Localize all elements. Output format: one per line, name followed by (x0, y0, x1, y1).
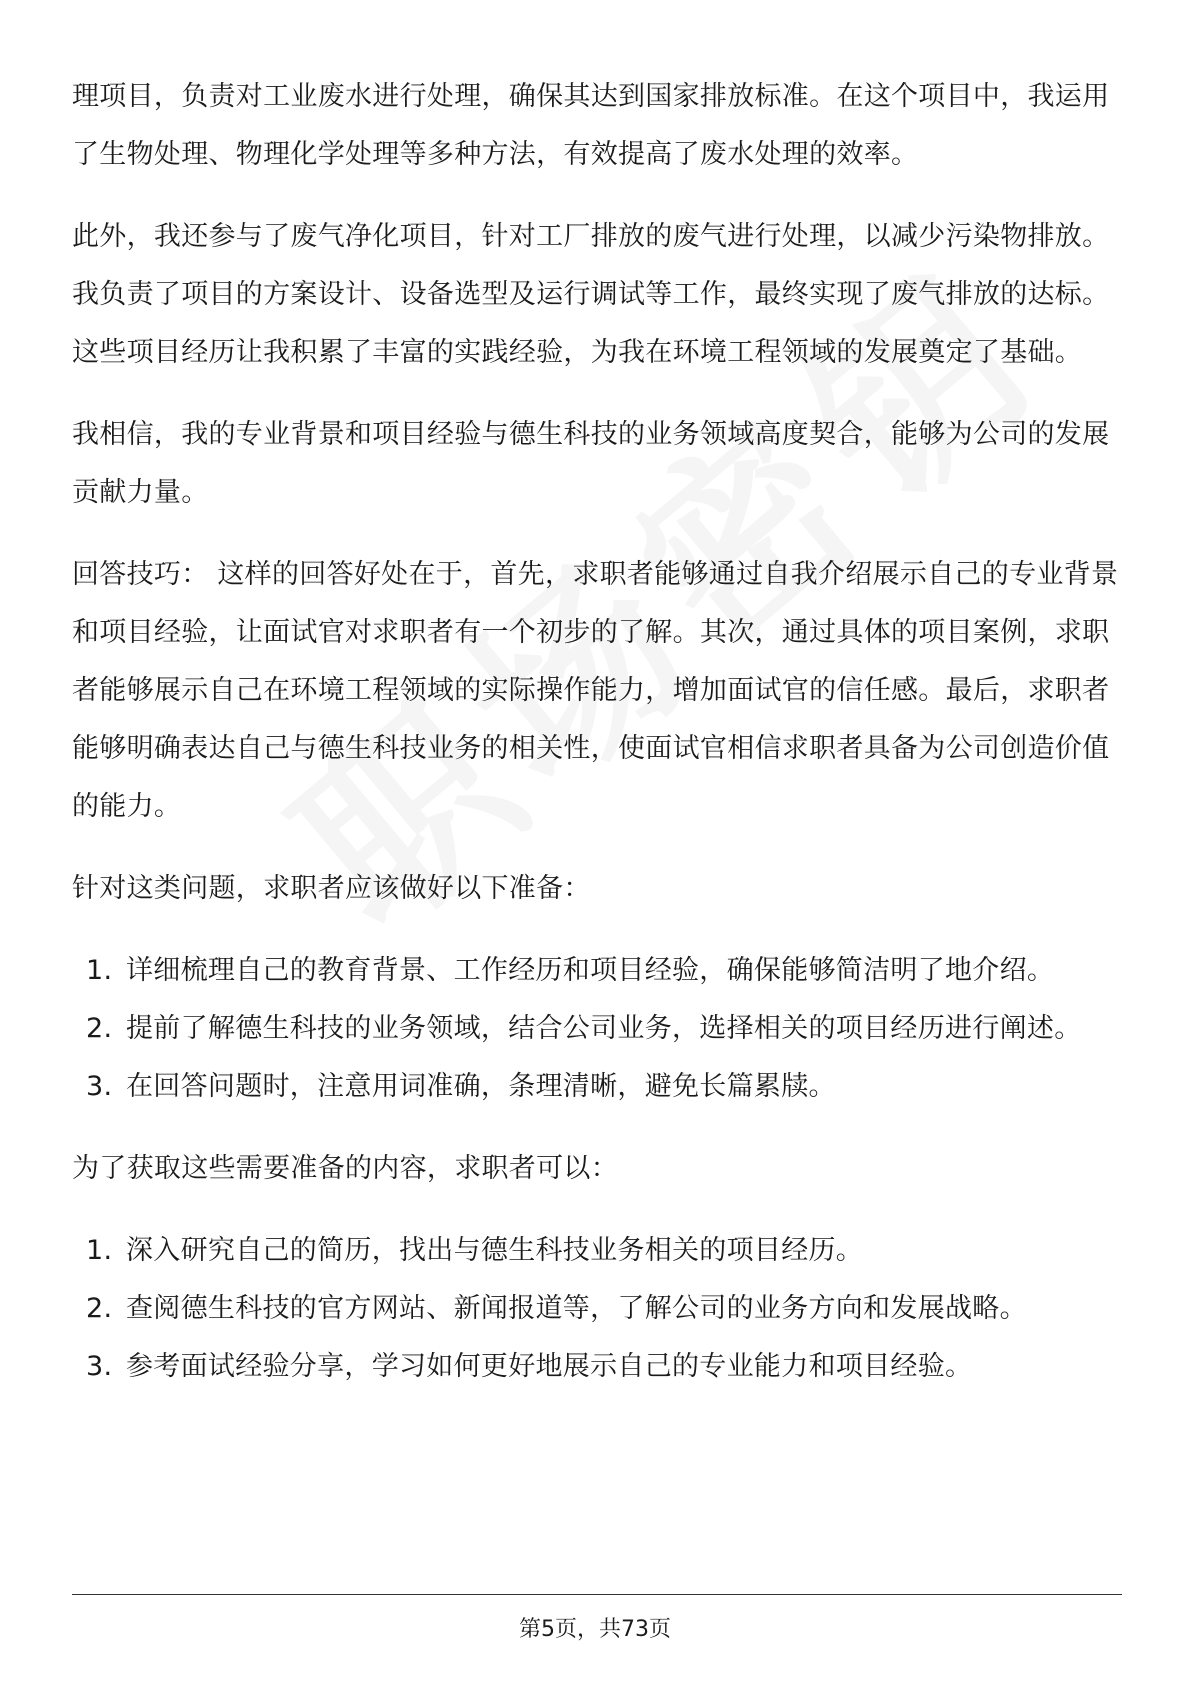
list-item-text: 参考面试经验分享，学习如何更好地展示自己的专业能力和项目经验。 (126, 1351, 973, 1382)
list-item (72, 1222, 1122, 1280)
paragraph-conclusion: 我相信，我的专业背景和项目经验与德生科技的业务领域高度契合，能够为公司的发展贡献力量。 (72, 419, 1110, 508)
list-item (72, 1000, 1122, 1058)
list-item-text: 在回答问题时，注意用词准确，条理清晰，避免长篇累牍。 (126, 1071, 836, 1102)
paragraph-answer-tips: 回答技巧： 这样的回答好处在于，首先，求职者能够通过自我介绍展示自己的专业背景和项目经验，让面试官对求职者有一个初步的了解。其次，通过具体的项目案例，求职者能够展示自己在环境工程领域的实际操作能力，增加面试官的信任感。最后，求职者能够明确表达自己与德生科技业务的相关性，使面试官相信求职者具备为公司创造价值的能力。 (72, 559, 1119, 822)
list-item-number: 1. (86, 955, 113, 986)
paragraph-project-exhaust: 此外，我还参与了废气净化项目，针对工厂排放的废气进行处理，以减少污染物排放。我负责了项目的方案设计、设备选型及运行调试等工作，最终实现了废气排放的达标。这些项目经历让我积累了丰富的实践经验，为我在环境工程领域的发展奠定了基础。 (72, 221, 1110, 368)
page-content (72, 68, 1122, 1420)
list-item-text: 提前了解德生科技的业务领域，结合公司业务，选择相关的项目经历进行阐述。 (126, 1013, 1082, 1044)
footer-divider (72, 1594, 1122, 1595)
list-item-number: 2. (86, 1013, 113, 1044)
list-item (72, 942, 1122, 1000)
page-number: 第5页，共73页 (519, 1617, 671, 1642)
list-item-text: 查阅德生科技的官方网站、新闻报道等，了解公司的业务方向和发展战略。 (126, 1293, 1027, 1324)
list-item-number: 3. (86, 1351, 113, 1382)
list-item-text: 深入研究自己的简历，找出与德生科技业务相关的项目经历。 (126, 1235, 864, 1266)
list-item-number: 2. (86, 1293, 113, 1324)
acquire-list (72, 1222, 1122, 1396)
list-item (72, 1280, 1122, 1338)
prep-list (72, 942, 1122, 1116)
list-item (72, 1338, 1122, 1396)
list-item-number: 3. (86, 1071, 113, 1102)
list-item-number: 1. (86, 1235, 113, 1266)
paragraph-project-wastewater: 理项目，负责对工业废水进行处理，确保其达到国家排放标准。在这个项目中，我运用了生物处理、物理化学处理等多种方法，有效提高了废水处理的效率。 (72, 81, 1110, 170)
paragraph-prep-intro: 针对这类问题，求职者应该做好以下准备： (72, 873, 591, 904)
list-item-text: 详细梳理自己的教育背景、工作经历和项目经验，确保能够简洁明了地介绍。 (126, 955, 1055, 986)
list-item (72, 1058, 1122, 1116)
paragraph-acquire-intro: 为了获取这些需要准备的内容，求职者可以： (72, 1153, 618, 1184)
